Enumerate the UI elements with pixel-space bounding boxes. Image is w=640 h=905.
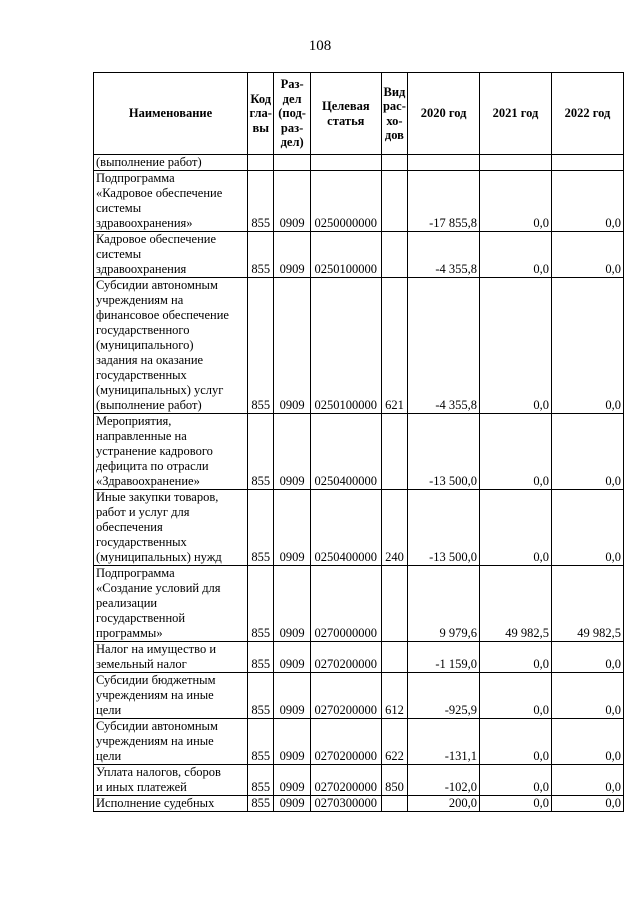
page-number: 108 (308, 38, 332, 54)
row-2020-cell: -17 855,8 (408, 171, 480, 232)
row-name-cell: Уплата налогов, сборов и иных платежей (94, 765, 248, 796)
row-name-cell: (выполнение работ) (94, 155, 248, 171)
row-code-cell: 855 (248, 278, 274, 414)
row-2020-cell: -13 500,0 (408, 414, 480, 490)
row-name-cell: Иные закупки товаров, работ и услуг для обеспечения государственных (муниципальных) нужд (94, 490, 248, 566)
row-code-cell (248, 155, 274, 171)
row-code-cell: 855 (248, 171, 274, 232)
row-2021-cell: 0,0 (480, 796, 552, 812)
row-2020-cell: -13 500,0 (408, 490, 480, 566)
row-code-cell: 855 (248, 719, 274, 765)
row-code-cell: 855 (248, 414, 274, 490)
row-section-cell: 0909 (274, 673, 310, 719)
table-row (94, 765, 624, 796)
row-section-cell: 0909 (274, 796, 310, 812)
row-section-cell: 0909 (274, 278, 310, 414)
header-expense: Вид рас- хо- дов (381, 73, 407, 155)
header-2021: 2021 год (480, 73, 552, 155)
row-2022-cell: 0,0 (551, 765, 623, 796)
row-2022-cell: 0,0 (551, 232, 623, 278)
row-2021-cell: 49 982,5 (480, 566, 552, 642)
table-row (94, 155, 624, 171)
row-expense-cell (381, 155, 407, 171)
row-code-cell: 855 (248, 796, 274, 812)
row-section-cell (274, 155, 310, 171)
row-target-cell: 0270300000 (310, 796, 381, 812)
row-section-cell: 0909 (274, 765, 310, 796)
row-2022-cell: 0,0 (551, 278, 623, 414)
table-row (94, 232, 624, 278)
header-name: Наименование (94, 73, 248, 155)
row-code-cell: 855 (248, 673, 274, 719)
row-2020-cell: -4 355,8 (408, 278, 480, 414)
row-2021-cell: 0,0 (480, 673, 552, 719)
table-header-row (94, 73, 624, 155)
table-row (94, 642, 624, 673)
row-section-cell: 0909 (274, 232, 310, 278)
row-2021-cell: 0,0 (480, 414, 552, 490)
row-expense-cell (381, 232, 407, 278)
row-2020-cell: -925,9 (408, 673, 480, 719)
table-row (94, 796, 624, 812)
table-row (94, 414, 624, 490)
table-row (94, 719, 624, 765)
row-target-cell: 0270200000 (310, 719, 381, 765)
row-name-cell: Субсидии автономным учреждениям на финансовое обеспечение государственного (муниципального) задания на оказание государственных (муниципальных) услуг (выполнение работ) (94, 278, 248, 414)
table-row (94, 171, 624, 232)
table-row (94, 673, 624, 719)
row-target-cell: 0250400000 (310, 414, 381, 490)
row-target-cell: 0270200000 (310, 673, 381, 719)
row-section-cell: 0909 (274, 719, 310, 765)
row-2022-cell: 49 982,5 (551, 566, 623, 642)
row-target-cell: 0270200000 (310, 642, 381, 673)
row-2021-cell: 0,0 (480, 171, 552, 232)
row-2022-cell: 0,0 (551, 796, 623, 812)
row-section-cell: 0909 (274, 566, 310, 642)
row-expense-cell (381, 171, 407, 232)
row-name-cell: Субсидии бюджетным учреждениям на иные цели (94, 673, 248, 719)
row-name-cell: Кадровое обеспечение системы здравоохранения (94, 232, 248, 278)
row-name-cell: Подпрограмма «Создание условий для реализации государственной программы» (94, 566, 248, 642)
row-expense-cell (381, 642, 407, 673)
row-2021-cell (480, 155, 552, 171)
row-2021-cell: 0,0 (480, 642, 552, 673)
row-2022-cell: 0,0 (551, 642, 623, 673)
row-target-cell: 0250400000 (310, 490, 381, 566)
row-2020-cell: -4 355,8 (408, 232, 480, 278)
header-2022: 2022 год (551, 73, 623, 155)
row-2022-cell (551, 155, 623, 171)
row-2022-cell: 0,0 (551, 414, 623, 490)
table-row (94, 490, 624, 566)
row-expense-cell (381, 414, 407, 490)
row-section-cell: 0909 (274, 171, 310, 232)
row-expense-cell: 240 (381, 490, 407, 566)
table-row (94, 566, 624, 642)
row-code-cell: 855 (248, 642, 274, 673)
header-target: Целевая статья (310, 73, 381, 155)
row-2021-cell: 0,0 (480, 719, 552, 765)
row-section-cell: 0909 (274, 642, 310, 673)
header-section: Раз- дел (под- раз- дел) (274, 73, 310, 155)
row-target-cell: 0250100000 (310, 278, 381, 414)
row-expense-cell (381, 566, 407, 642)
row-code-cell: 855 (248, 765, 274, 796)
row-2021-cell: 0,0 (480, 278, 552, 414)
row-2020-cell: -1 159,0 (408, 642, 480, 673)
row-2020-cell: -102,0 (408, 765, 480, 796)
row-2022-cell: 0,0 (551, 490, 623, 566)
row-expense-cell: 622 (381, 719, 407, 765)
row-2022-cell: 0,0 (551, 171, 623, 232)
row-2020-cell: -131,1 (408, 719, 480, 765)
row-target-cell: 0250100000 (310, 232, 381, 278)
row-2020-cell: 9 979,6 (408, 566, 480, 642)
header-2020: 2020 год (408, 73, 480, 155)
row-target-cell (310, 155, 381, 171)
row-target-cell: 0270200000 (310, 765, 381, 796)
table-row (94, 278, 624, 414)
header-code: Код гла- вы (248, 73, 274, 155)
row-name-cell: Субсидии автономным учреждениям на иные цели (94, 719, 248, 765)
row-name-cell: Мероприятия, направленные на устранение кадрового дефицита по отрасли «Здравоохранение» (94, 414, 248, 490)
row-2020-cell (408, 155, 480, 171)
row-expense-cell: 612 (381, 673, 407, 719)
row-name-cell: Подпрограмма «Кадровое обеспечение системы здравоохранения» (94, 171, 248, 232)
row-2022-cell: 0,0 (551, 673, 623, 719)
row-2022-cell: 0,0 (551, 719, 623, 765)
row-name-cell: Исполнение судебных (94, 796, 248, 812)
row-2021-cell: 0,0 (480, 232, 552, 278)
row-code-cell: 855 (248, 490, 274, 566)
row-target-cell: 0270000000 (310, 566, 381, 642)
row-expense-cell: 621 (381, 278, 407, 414)
budget-table (93, 72, 624, 812)
row-section-cell: 0909 (274, 414, 310, 490)
row-name-cell: Налог на имущество и земельный налог (94, 642, 248, 673)
row-expense-cell: 850 (381, 765, 407, 796)
row-2021-cell: 0,0 (480, 490, 552, 566)
row-2020-cell: 200,0 (408, 796, 480, 812)
row-code-cell: 855 (248, 566, 274, 642)
row-code-cell: 855 (248, 232, 274, 278)
row-expense-cell (381, 796, 407, 812)
row-target-cell: 0250000000 (310, 171, 381, 232)
row-section-cell: 0909 (274, 490, 310, 566)
row-2021-cell: 0,0 (480, 765, 552, 796)
